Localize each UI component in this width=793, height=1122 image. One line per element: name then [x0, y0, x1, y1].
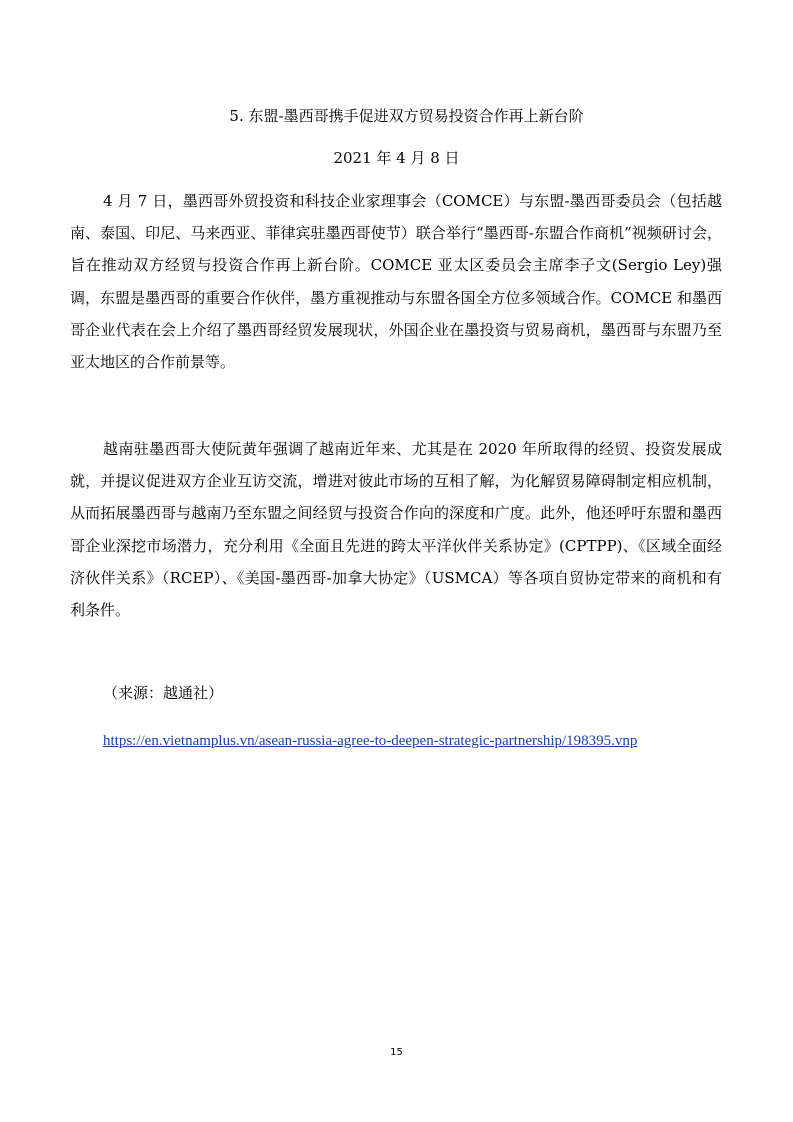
source-link[interactable]: https://en.vietnamplus.vn/asean-russia-agree-to-deepen-strategic-partnership/198395.vnp — [103, 733, 638, 749]
article-paragraph: 4 月 7 日，墨西哥外贸投资和科技企业家理事会（COMCE）与东盟-墨西哥委员会（包括越南、泰国、印尼、马来西亚、菲律宾驻墨西哥使节）联合举行“墨西哥-东盟合作商机”视频研讨会，旨在推动双方经贸与投资合作再上新台阶。COMCE 亚太区委员会主席李子文(Sergio Ley)强调，东盟是墨西哥的重要合作伙伴，墨方重视推动与东盟各国全方位多领域合作。COMCE 和墨西哥企业代表在会上介绍了墨西哥经贸发展现状，外国企业在墨投资与贸易商机，墨西哥与东盟乃至亚太地区的合作前景等。 — [70, 192, 722, 372]
article-title: 5. 东盟-墨西哥携手促进双方贸易投资合作再上新台阶 — [229, 107, 584, 125]
page-number: 15 — [390, 1047, 403, 1058]
article-paragraph: 越南驻墨西哥大使阮黄年强调了越南近年来、尤其是在 2020 年所取得的经贸、投资发展成就，并提议促进双方企业互访交流，增进对彼此市场的互相了解，为化解贸易障碍制定相应机制，从而拓展墨西哥与越南乃至东盟之间经贸与投资合作向的深度和广度。此外，他还呼吁东盟和墨西哥企业深挖市场潜力，充分利用《全面且先进的跨太平洋伙伴关系协定》(CPTPP)、《区域全面经济伙伴关系》（RCEP）、《美国-墨西哥-加拿大协定》（USMCA）等各项自贸协定带来的商机和有利条件。 — [70, 440, 722, 620]
article-date: 2021 年 4 月 8 日 — [333, 149, 460, 167]
source-note: （来源：越通社） — [103, 684, 224, 702]
